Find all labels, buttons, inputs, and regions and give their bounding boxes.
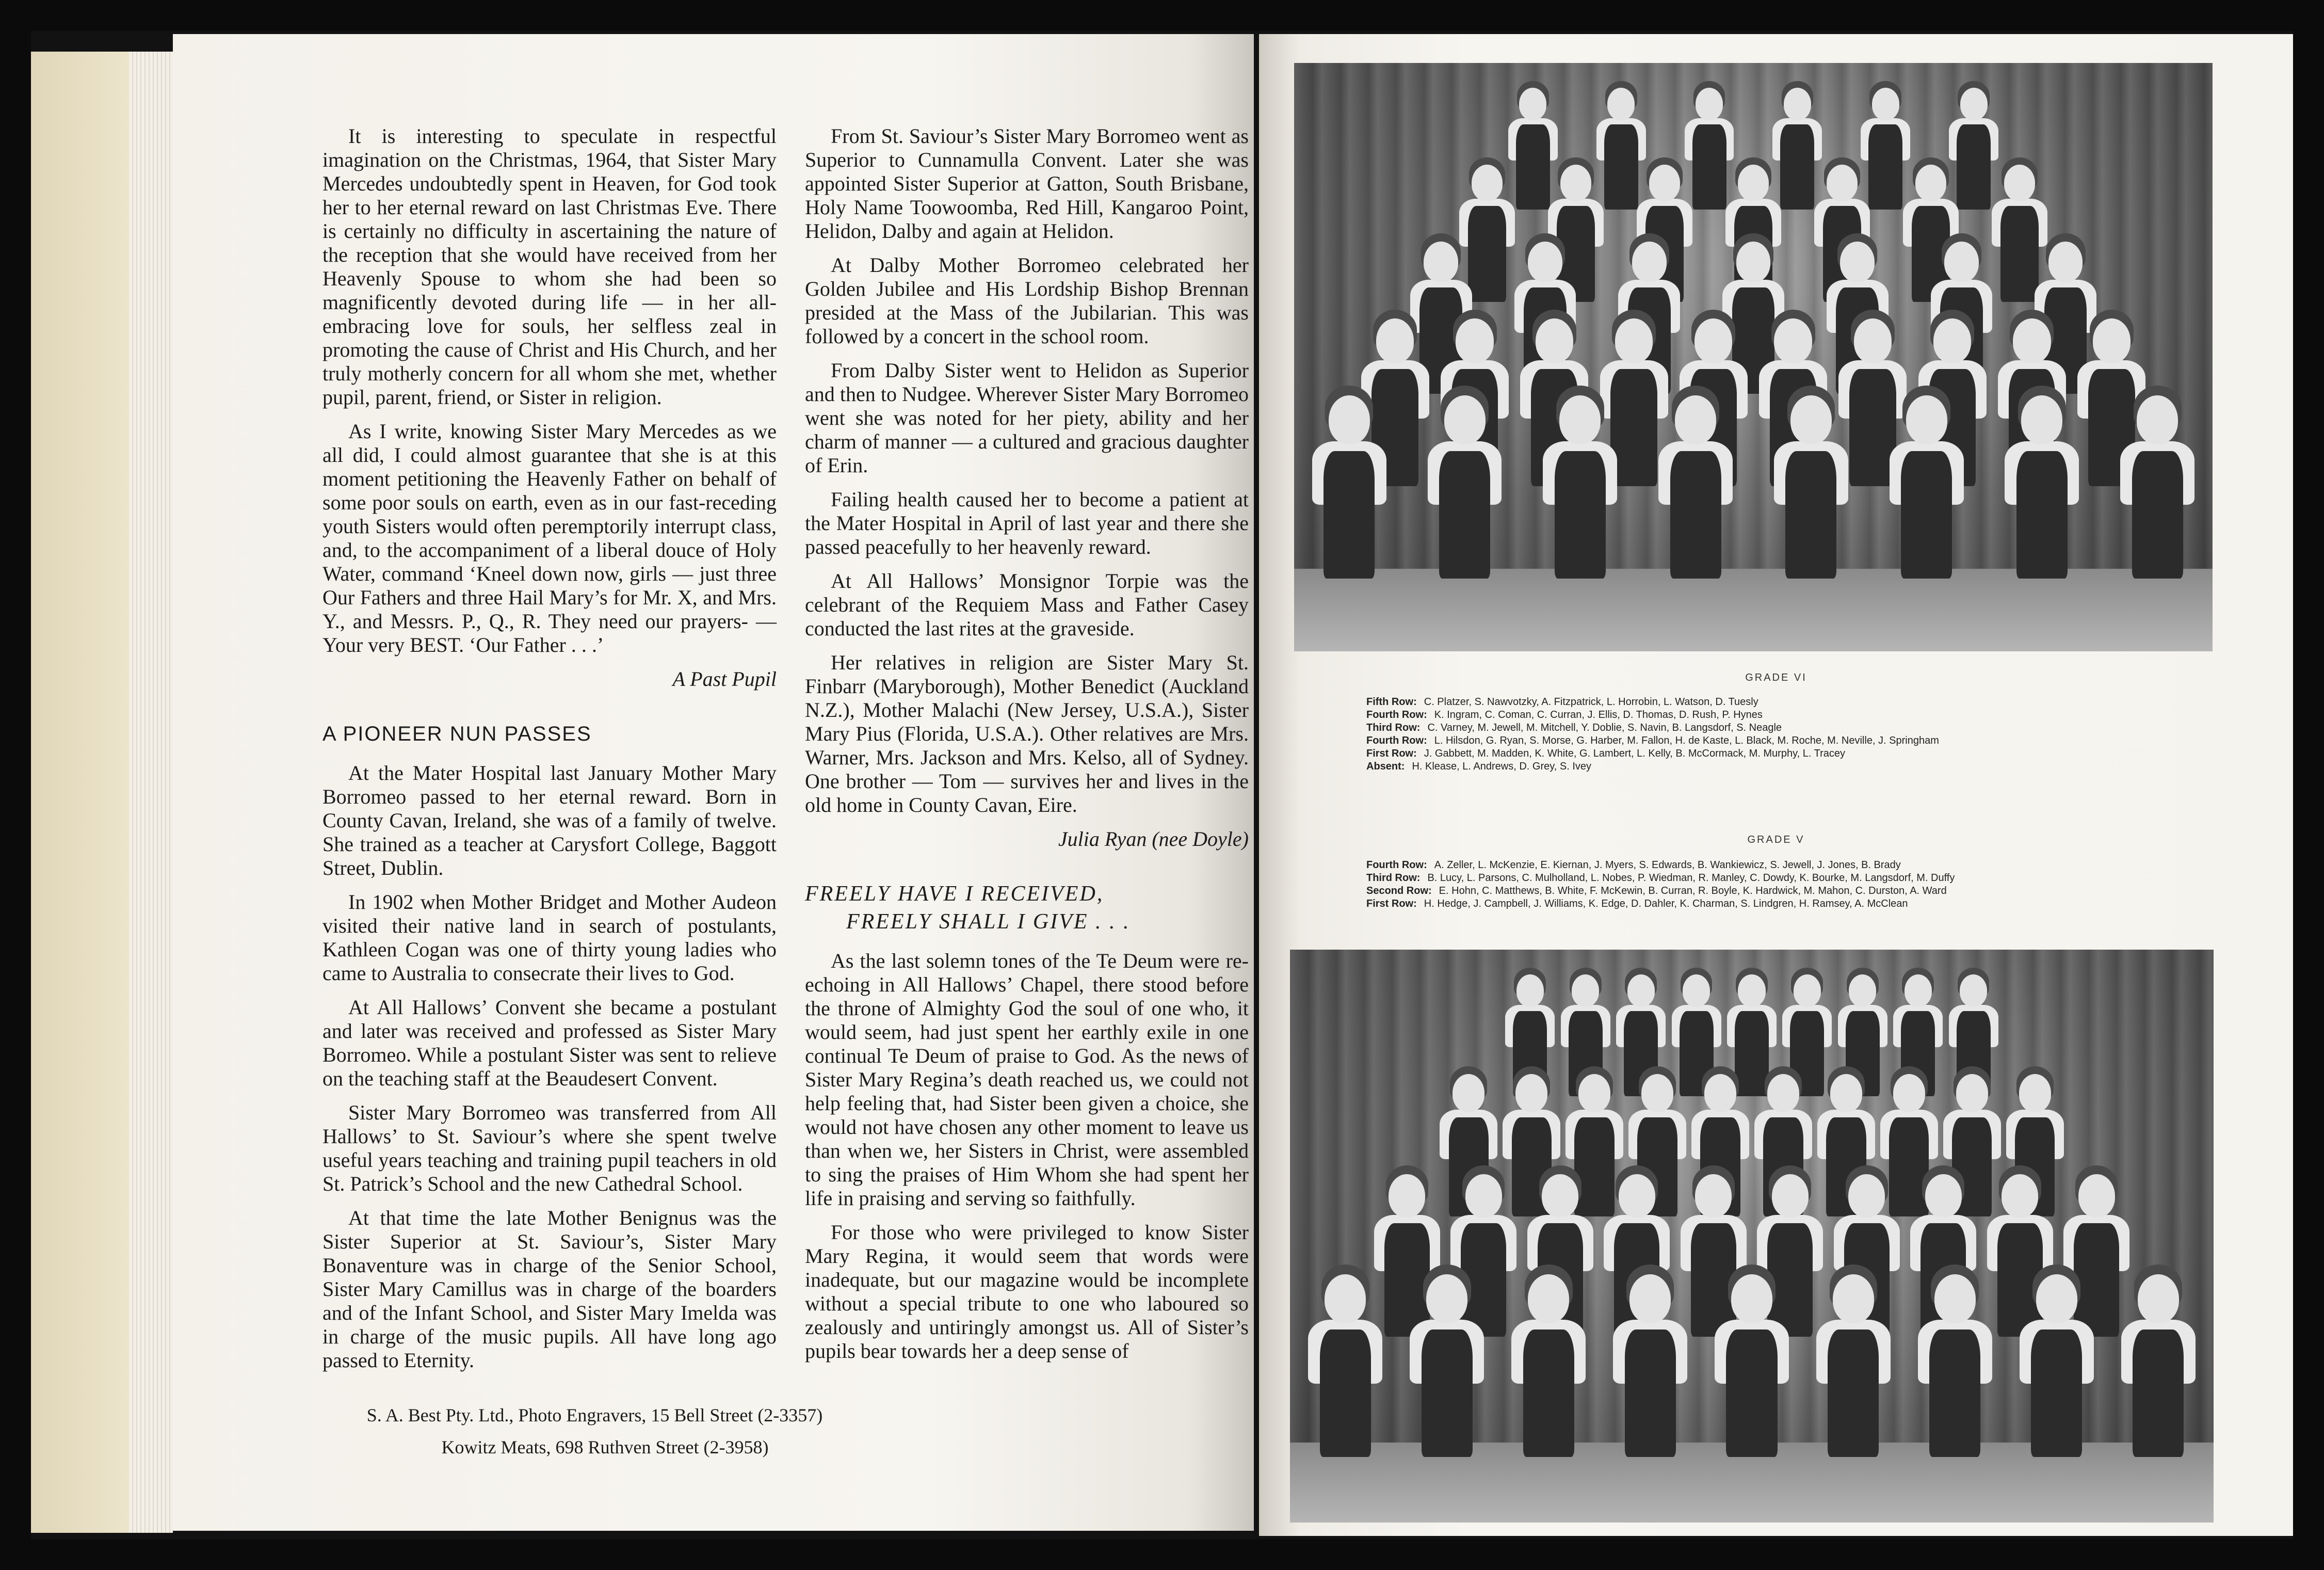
article-heading-line-2: FREELY SHALL I GIVE . . .	[846, 910, 1131, 934]
student-figure	[2116, 390, 2199, 596]
paragraph: At the Mater Hospital last January Mother Mary Borromeo passed to her eternal reward. Born in County Cavan, Ireland, she was of a family of twelve. She trained as a teacher at Carysfort College, Baggott Street, Dublin.	[322, 761, 777, 879]
paragraph: At that time the late Mother Benignus was the Sister Superior at St. Saviour’s, Sister Mary Bonaventure was in charge of the Senior School, Sister Mary Camillus was in charge of the boarders and of the Infant School, and Sister Mary Imelda was in charge of the music pupils. All have long ago passed to Eternity.	[322, 1206, 777, 1372]
row-label: Fourth Row:	[1366, 859, 1427, 871]
student-figure	[2001, 390, 2084, 596]
paragraph: In 1902 when Mother Bridget and Mother Audeon visited their native land in search of postulants, Kathleen Cogan was one of thirty young ladies who came to Australia to consecrate their lives to God.	[322, 890, 777, 985]
row-label: Fifth Row:	[1366, 696, 1417, 708]
row-names: E. Hohn, C. Matthews, B. White, F. McKewin, B. Curran, R. Boyle, K. Hardwick, M. Mahon, C. Durston, A. Ward	[1439, 885, 1947, 896]
magazine-spread	[31, 31, 2293, 1539]
student-figure	[1424, 390, 1506, 596]
caption-row	[1366, 696, 2171, 709]
student-figure	[1654, 390, 1737, 596]
student-figure	[1304, 1268, 1386, 1474]
page-edge-cream	[31, 52, 129, 1533]
caption-rows-grade-5	[1366, 859, 2171, 910]
row-names: A. Zeller, L. McKenzie, E. Kiernan, J. Myers, S. Edwards, B. Wankiewicz, S. Jewell, J. Jones, B. Brady	[1434, 859, 1901, 871]
class-photo-grade-5	[1290, 950, 2214, 1523]
footer-advert-2: Kowitz Meats, 698 Ruthven Street (2-3958)	[441, 1437, 769, 1457]
caption-row	[1366, 722, 2171, 734]
caption-title-grade-5: GRADE V	[1747, 834, 1805, 845]
row-label: Absent:	[1366, 761, 1405, 772]
left-page	[173, 34, 1254, 1531]
caption-rows-grade-6	[1366, 696, 2171, 773]
student-figure	[2117, 1268, 2200, 1474]
student-figure	[1539, 390, 1621, 596]
article-heading-line-1: FREELY HAVE I RECEIVED,	[805, 882, 1104, 906]
paragraph: Sister Mary Borromeo was transferred from All Hallows’ to St. Saviour’s where she spent twelve useful years teaching and training pupil teachers in old St. Patrick’s School and the new Cathedral School.	[322, 1101, 777, 1195]
paragraph: From Dalby Sister went to Helidon as Superior and then to Nudgee. Wherever Sister Mary Borromeo went she was noted for her piety, ability and her charm of manner — a cultured and gracious daughter of Erin.	[805, 359, 1249, 477]
student-figure	[1914, 1268, 1996, 1474]
row-label: First Row:	[1366, 748, 1417, 759]
footer-advert-1: S. A. Best Pty. Ltd., Photo Engravers, 15 Bell Street (2-3357)	[366, 1405, 823, 1425]
caption-row	[1366, 898, 2171, 910]
row-names: L. Hilsdon, G. Ryan, S. Morse, G. Harber, M. Fallon, H. de Kaste, L. Black, M. Roche, M. Neville, J. Springham	[1434, 735, 1939, 746]
paragraph: At All Hallows’ Convent she became a postulant and later was received and professed as Sister Mary Borromeo. While a postulant Sister was sent to relieve on the teaching staff at the Beaudesert Convent.	[322, 996, 777, 1090]
caption-row	[1366, 734, 2171, 747]
row-names: C. Platzer, S. Nawvotzky, A. Fitzpatrick, L. Horrobin, L. Watson, D. Tuesly	[1424, 696, 1758, 708]
paragraph: As the last solemn tones of the Te Deum were re-echoing in All Hallows’ Chapel, there stood before the throne of Almighty God the soul of one who, it would seem, had just spent her earthly exile in one continual Te Deum of praise to God. As the news of Sister Mary Regina’s death reached us, we could not help feeling that, had Sister been given a choice, she would not have chosen any other moment to leave us than when we, her Sisters in Christ, were assembled to sing the praises of Him Whom she had spent her life in praising and serving so faithfully.	[805, 949, 1249, 1210]
row-label: Fourth Row:	[1366, 735, 1427, 746]
paragraph: From St. Saviour’s Sister Mary Borromeo went as Superior to Cunnamulla Convent. Later she was appointed Sister Superior at Gatton, South Brisbane, Holy Name Toowoomba, Red Hill, Kangaroo Point, Helidon, Dalby and again at Helidon.	[805, 124, 1249, 243]
caption-title-grade-6: GRADE VI	[1745, 672, 1807, 683]
article-heading: A PIONEER NUN PASSES	[322, 723, 592, 745]
right-column	[805, 124, 1249, 1373]
caption-row	[1366, 709, 2171, 722]
caption-row	[1366, 885, 2171, 898]
row-label: Second Row:	[1366, 885, 1432, 896]
paragraph: At All Hallows’ Monsignor Torpie was the celebrant of the Requiem Mass and Father Casey conducted the last rites at the graveside.	[805, 569, 1249, 640]
row-names: B. Lucy, L. Parsons, C. Mulholland, L. Nobes, P. Wiedman, R. Manley, C. Dowdy, K. Bourke, M. Langsdorf, M. Duffy	[1427, 872, 1955, 884]
row-names: C. Varney, M. Jewell, M. Mitchell, Y. Doblie, S. Navin, B. Langsdorf, S. Neagle	[1427, 722, 1782, 733]
student-figure	[1885, 390, 1968, 596]
row-label: Third Row:	[1366, 872, 1421, 884]
caption-row	[1366, 760, 2171, 773]
row-names: H. Hedge, J. Campbell, J. Williams, K. Edge, D. Dahler, K. Charman, S. Lindgren, H. Ramsey, A. McClean	[1424, 898, 1908, 909]
student-figure	[1710, 1268, 1793, 1474]
student-figure	[1406, 1268, 1488, 1474]
row-names: H. Klease, L. Andrews, D. Grey, S. Ivey	[1412, 761, 1591, 772]
student-figure	[2015, 1268, 2098, 1474]
row-label: Fourth Row:	[1366, 709, 1427, 720]
left-column	[322, 124, 777, 1383]
caption-row	[1366, 747, 2171, 760]
row-label: First Row:	[1366, 898, 1417, 909]
student-figure	[1308, 390, 1391, 596]
student-figure	[1609, 1268, 1691, 1474]
paragraph: For those who were privileged to know Sister Mary Regina, it would seem that words were inadequate, but our magazine would be incomplete without a special tribute to one who laboured so zealously and untiringly amongst us. All of Sister’s pupils bear towards her a deep sense of	[805, 1221, 1249, 1363]
page-edge-stack	[129, 52, 173, 1533]
class-photo-grade-6	[1294, 63, 2213, 651]
signature: A Past Pupil	[672, 667, 777, 691]
row-names: K. Ingram, C. Coman, C. Curran, J. Ellis, D. Thomas, D. Rush, P. Hynes	[1434, 709, 1763, 720]
right-page	[1259, 34, 2293, 1536]
row-names: J. Gabbett, M. Madden, K. White, G. Lambert, L. Kelly, B. McCormack, M. Murphy, L. Tracey	[1424, 748, 1845, 759]
signature: Julia Ryan (nee Doyle)	[1058, 827, 1249, 851]
paragraph: It is interesting to speculate in respectful imagination on the Christmas, 1964, that Sister Mary Mercedes undoubtedly spent in Heaven, for God took her to her eternal reward on last Christmas Eve. There is certainly no difficulty in ascertaining the nature of the reception that she would have received from her Heavenly Spouse to whom she had been so magnificently devoted during life — in her all-embracing love for souls, her selfless zeal in promoting the cause of Christ and His Church, and her truly motherly concern for all whom she met, whether pupil, parent, friend, or Sister in religion.	[322, 124, 777, 409]
student-figure	[1812, 1268, 1895, 1474]
caption-row	[1366, 859, 2171, 872]
caption-row	[1366, 872, 2171, 885]
paragraph: As I write, knowing Sister Mary Mercedes as we all did, I could almost guarantee that she is at this moment petitioning the Heavenly Father on behalf of some poor souls on earth, even as in our fast-receding youth Sisters would often peremptorily interrupt class, and, to the accompaniment of a liberal douce of Holy Water, command ‘Kneel down now, girls — just three Our Fathers and three Hail Mary’s for Mr. X, and Mrs. Y., and Messrs. P., Q., R. They need our prayers- — Your very BEST. ‘Our Father . . .’	[322, 420, 777, 656]
row-label: Third Row:	[1366, 722, 1421, 733]
paragraph: Her relatives in religion are Sister Mary St. Finbarr (Maryborough), Mother Benedict (Auckland N.Z.), Mother Malachi (New Jersey, U.S.A.), Sister Mary Pius (Florida, U.S.A.). Other relatives are Mrs. Warner, Mrs. Jackson and Mrs. Kelso, all of Sydney. One brother — Tom — survives her and lives in the old home in County Cavan, Eire.	[805, 651, 1249, 816]
student-figure	[1770, 390, 1852, 596]
paragraph: Failing health caused her to become a patient at the Mater Hospital in April of last year and there she passed peacefully to her heavenly reward.	[805, 488, 1249, 558]
student-figure	[1507, 1268, 1590, 1474]
paragraph: At Dalby Mother Borromeo celebrated her Golden Jubilee and His Lordship Bishop Brennan presided at the Mass of the Jubilarian. This was followed by a concert in the school room.	[805, 253, 1249, 348]
